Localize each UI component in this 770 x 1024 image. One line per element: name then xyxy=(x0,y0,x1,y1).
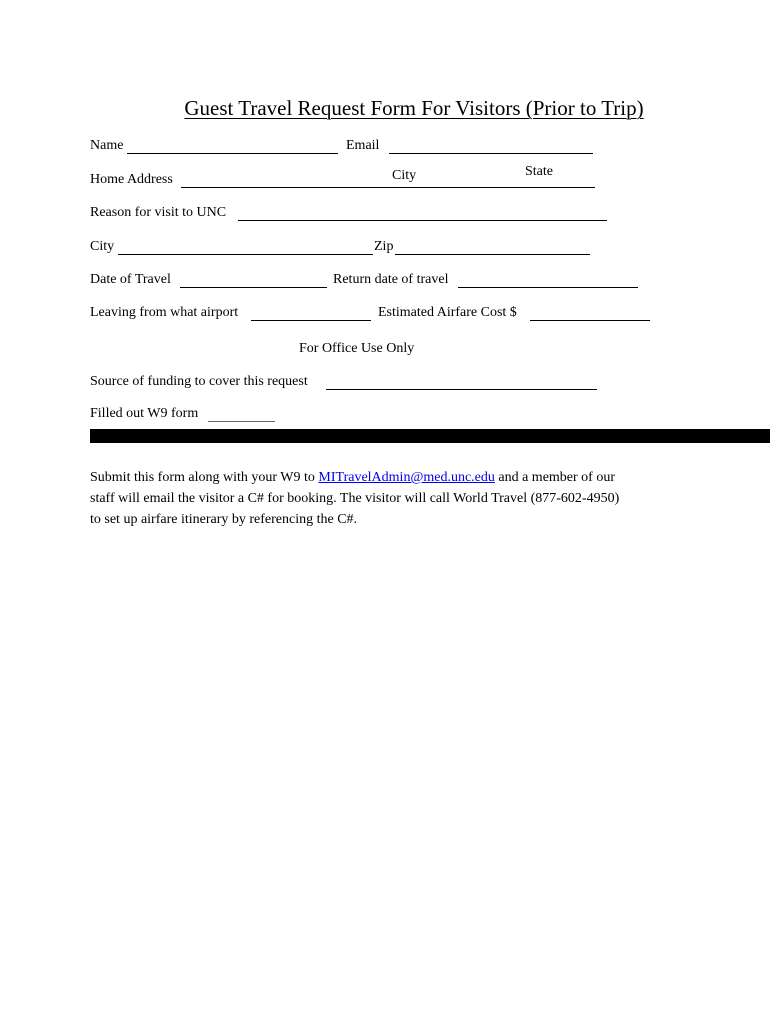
name-field[interactable] xyxy=(127,153,338,154)
email-field[interactable] xyxy=(389,153,593,154)
home-city-label: City xyxy=(392,168,417,183)
home-address-field[interactable] xyxy=(181,187,595,188)
email-link[interactable]: MITravelAdmin@med.unc.edu xyxy=(318,470,495,485)
reason-label: Reason for visit to UNC xyxy=(90,205,227,220)
airfare-label: Estimated Airfare Cost $ xyxy=(378,305,517,320)
zip-field[interactable] xyxy=(395,254,590,255)
w9-label: Filled out W9 form xyxy=(90,406,199,421)
city-label: City xyxy=(90,239,115,254)
zip-label: Zip xyxy=(374,239,394,254)
home-address-label: Home Address xyxy=(90,172,173,187)
instructions-line-1 xyxy=(90,467,680,488)
name-label: Name xyxy=(90,138,124,153)
airport-field[interactable] xyxy=(251,320,371,321)
date-of-travel-label: Date of Travel xyxy=(90,272,171,287)
city-field[interactable] xyxy=(118,254,373,255)
instructions-paragraph xyxy=(90,467,680,530)
state-label: State xyxy=(525,164,553,179)
funding-field[interactable] xyxy=(326,389,597,390)
date-of-travel-field[interactable] xyxy=(180,287,327,288)
instructions-line-2: staff will email the visitor a C# for booking. The visitor will call World Travel (877-602-4950) xyxy=(90,491,620,506)
instructions-line-1-end: and a member of our xyxy=(494,470,615,485)
w9-field[interactable] xyxy=(208,421,275,422)
funding-label: Source of funding to cover this request xyxy=(90,374,308,389)
email-label: Email xyxy=(346,138,380,153)
return-date-label: Return date of travel xyxy=(333,272,449,287)
instructions-line-3: to set up airfare itinerary by referencing the C#. xyxy=(90,512,358,527)
return-date-field[interactable] xyxy=(458,287,638,288)
instructions-line-1-start: Submit this form along with your W9 to xyxy=(90,470,319,485)
airfare-field[interactable] xyxy=(530,320,650,321)
office-use-heading: For Office Use Only xyxy=(299,341,415,356)
divider-bar xyxy=(90,429,770,443)
reason-field[interactable] xyxy=(238,220,607,221)
airport-label: Leaving from what airport xyxy=(90,305,239,320)
page-title: Guest Travel Request Form For Visitors (Prior to Trip) xyxy=(184,96,644,120)
